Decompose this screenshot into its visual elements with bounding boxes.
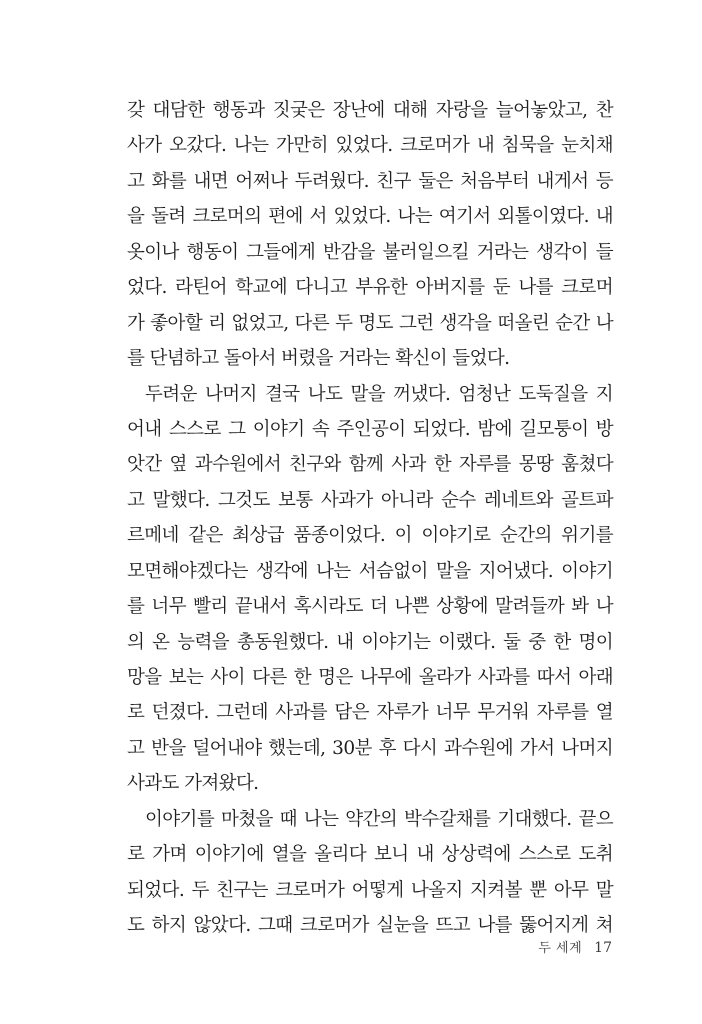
text-line: 어내 스스로 그 이야기 속 주인공이 되었다. 밤에 길모퉁이 방 [127,418,613,440]
text-line: 었다. 라틴어 학교에 다니고 부유한 아버지를 둔 나를 크로머 [127,277,613,299]
text-line: 고 화를 내면 어쩌나 두려웠다. 친구 둘은 처음부터 내게서 등 [127,170,613,192]
text-line: 이야기를 마쳤을 때 나는 약간의 박수갈채를 기대했다. 끝으 [145,808,613,830]
body-text [127,93,613,944]
page-number: 17 [594,940,612,956]
running-footer [470,937,612,956]
text-line: 로 던졌다. 그런데 사과를 담은 자루가 너무 무거워 자루를 열 [127,702,613,724]
text-line: 가 좋아할 리 없었고, 다른 두 명도 그런 생각을 떠올린 순간 나 [127,312,613,334]
text-line: 르메네 같은 최상급 품종이었다. 이 이야기로 순간의 위기를 [127,525,613,547]
text-line: 를 너무 빨리 끝내서 혹시라도 더 나쁜 상황에 말려들까 봐 나 [127,596,613,618]
text-line: 사가 오갔다. 나는 가만히 있었다. 크로머가 내 침묵을 눈치채 [127,135,613,157]
text-line: 고 말했다. 그것도 보통 사과가 아니라 순수 레네트와 골트파 [127,489,613,511]
text-line: 로 가며 이야기에 열을 올리다 보니 내 상상력에 스스로 도취 [127,844,613,866]
text-line: 사과도 가져왔다. [127,773,259,795]
text-line: 옷이나 행동이 그들에게 반감을 불러일으킬 거라는 생각이 들 [127,241,613,263]
text-line: 갖 대담한 행동과 짓궂은 장난에 대해 자랑을 늘어놓았고, 찬 [127,100,613,121]
text-line: 고 반을 덜어내야 했는데, 30분 후 다시 과수원에 가서 나머지 [127,737,613,759]
text-line: 앗간 옆 과수원에서 친구와 함께 사과 한 자루를 몽땅 훔쳤다 [127,454,613,476]
text-line: 를 단념하고 돌아서 버렸을 거라는 확신이 들었다. [127,348,510,370]
text-line: 을 돌려 크로머의 편에 서 있었다. 나는 여기서 외톨이였다. 내 [127,206,613,228]
text-line: 되었다. 두 친구는 크로머가 어떻게 나올지 지켜볼 뿐 아무 말 [127,879,613,901]
text-line: 의 온 능력을 총동원했다. 내 이야기는 이랬다. 둘 중 한 명이 [127,631,613,653]
text-line: 망을 보는 사이 다른 한 명은 나무에 올라가 사과를 따서 아래 [127,667,613,688]
section-title: 두 세계 [538,941,583,956]
text-line: 두려운 나머지 결국 나도 말을 꺼냈다. 엄청난 도둑질을 지 [145,383,613,405]
text-line: 도 하지 않았다. 그때 크로머가 실눈을 뜨고 나를 뚫어지게 쳐 [127,915,613,937]
text-line: 모면해야겠다는 생각에 나는 서슴없이 말을 지어냈다. 이야기 [127,560,613,582]
